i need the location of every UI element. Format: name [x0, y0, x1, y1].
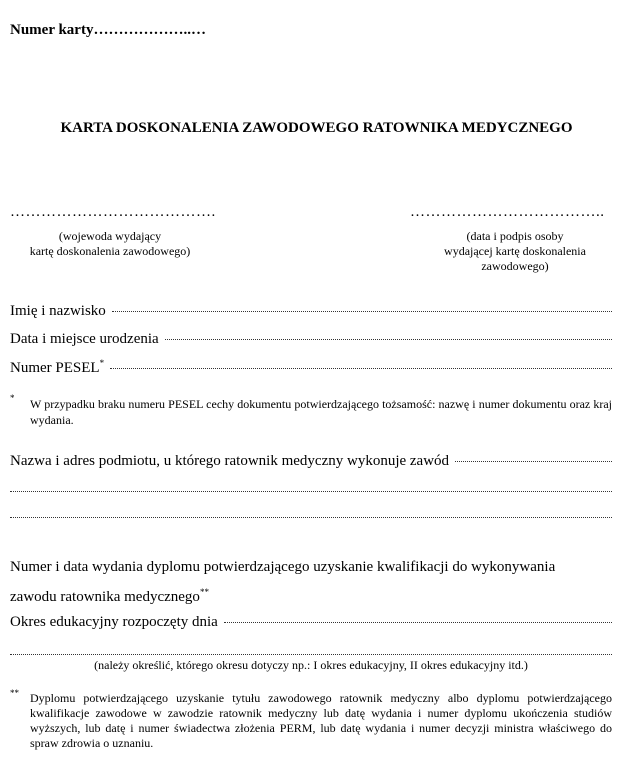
name-fill-line — [112, 311, 612, 312]
pesel-footnote-mark: * — [99, 358, 105, 368]
pesel-field[interactable] — [10, 358, 612, 377]
pesel-label — [10, 358, 104, 377]
diploma-label-line2 — [10, 587, 209, 606]
date-caption-line: zawodowego) — [481, 259, 549, 273]
footnote2-text: Dyplomu potwierdzającego uzyskanie tytułu zawodowego ratownik medyczny albo dyplomu potwierdzającego kwalifikacje zawodowe w zawodzie ratownik medyczny lub datę wydania i numer dyplomu ukończenia studiów wyższych, lub datę i numer świadectwa złożenia PERM, lub datę wydania i numer decyzji ministra właściwego do spraw zdrowia o uznaniu. — [30, 691, 612, 750]
footnote1-mark: * — [10, 393, 15, 403]
diploma-footnote-mark: ** — [199, 587, 209, 597]
page-title: KARTA DOSKONALENIA ZAWODOWEGO RATOWNIKA MEDYCZNEGO — [60, 120, 573, 136]
diploma-label-text: zawodu ratownika medycznego — [10, 589, 200, 605]
birth-fill-line — [165, 339, 612, 340]
issuer-caption-line: kartę doskonalenia zawodowego) — [29, 244, 191, 258]
entity-field[interactable] — [10, 453, 612, 470]
birth-field[interactable] — [10, 331, 612, 348]
card-number-label: Numer karty………………..… — [10, 22, 206, 38]
footnote2-mark: ** — [10, 688, 19, 698]
period-field[interactable] — [10, 614, 612, 631]
date-caption — [420, 229, 610, 274]
pesel-label-text: Numer PESEL — [10, 360, 100, 376]
period-label: Okres edukacyjny rozpoczęty dnia — [10, 614, 218, 630]
entity-fill-line-2[interactable] — [10, 491, 612, 492]
issuer-caption-line: (wojewoda wydający — [58, 229, 162, 243]
name-label: Imię i nazwisko — [10, 303, 106, 319]
date-caption-line: wydającej kartę doskonalenia — [444, 244, 586, 258]
pesel-fill-line — [110, 368, 612, 369]
period-note: (należy określić, którego okresu dotyczy np.: I okres edukacyjny, II okres edukacyjny itd.) — [94, 658, 528, 672]
period-fill-line — [224, 622, 612, 623]
entity-fill-line — [455, 461, 612, 462]
issuer-signature-line: …………………………………. — [10, 204, 216, 220]
entity-fill-line-3[interactable] — [10, 517, 612, 518]
period-fill-line-2[interactable] — [10, 654, 612, 655]
birth-label: Data i miejsce urodzenia — [10, 331, 159, 347]
date-signature-line: ……………………………….. — [410, 204, 605, 220]
date-caption-line: (data i podpis osoby — [466, 229, 564, 243]
diploma-label-line1: Numer i data wydania dyplomu potwierdzającego uzyskanie kwalifikacji do wykonywania — [10, 559, 556, 575]
name-field[interactable] — [10, 303, 612, 320]
footnote1-text: W przypadku braku numeru PESEL cechy dokumentu potwierdzającego tożsamość: nazwę i numer dokumentu oraz kraj wydania. — [30, 397, 612, 427]
entity-label: Nazwa i adres podmiotu, u którego ratownik medyczny wykonuje zawód — [10, 453, 450, 469]
issuer-caption — [10, 229, 210, 259]
